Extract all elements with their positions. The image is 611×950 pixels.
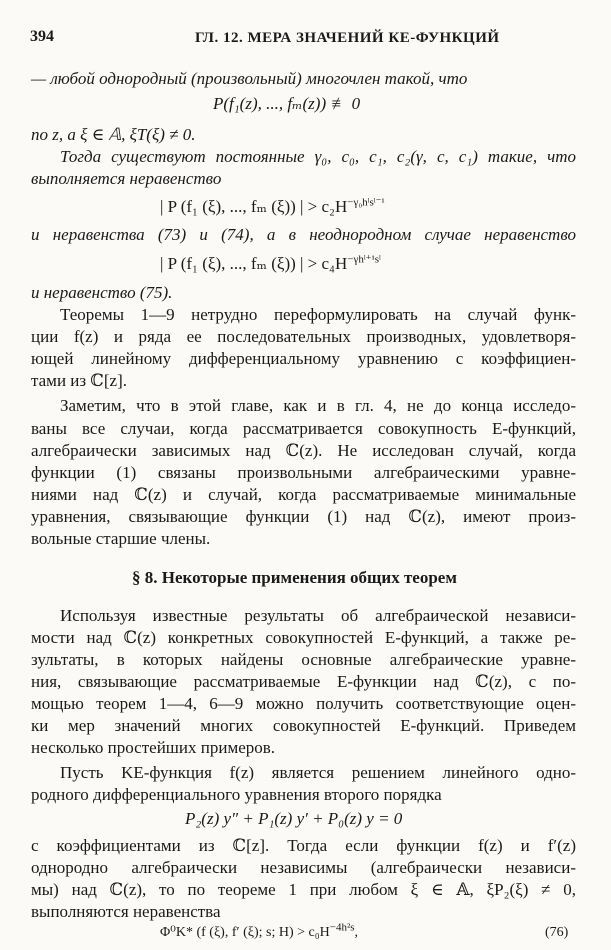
paragraph-line: с коэффициентами из ℂ[z]. Тогда если функции f(z) и f′(z): [31, 836, 576, 855]
text-line: и неравенства (73) и (74), а в неоднородном случае неравенство: [31, 225, 576, 244]
paragraph-line: вольные старшие члены.: [31, 529, 211, 548]
paragraph-line: ваны все случаи, когда рассматривается совокупность E-функций,: [31, 419, 576, 438]
exponent: −γ₀hˡsˡ⁻¹: [347, 196, 385, 209]
paragraph-line: алгебраически зависимых над ℂ(z). Не исследован случай, когда: [31, 441, 576, 460]
inequality-lhs: Φ⁰K* (f (ξ), f′ (ξ); s; H) > c₀H: [160, 925, 330, 940]
inequality-lhs: | P (f₁ (ξ), ..., fₘ (ξ)) | > c₄H: [160, 254, 348, 273]
paragraph-line: ки мер значений многих совокупностей E-функций. Приведем: [31, 716, 576, 735]
paragraph-line: ниями над ℂ(z) и случай, когда рассматриваемые минимальные: [31, 485, 576, 504]
inequality: [160, 196, 385, 219]
text-line: — любой однородный (произвольный) многочлен такой, что: [31, 69, 468, 88]
text-line: выполняется неравенство: [31, 169, 222, 188]
text-line: Тогда существуют постоянные γ₀, c₀, c₁, c₂(γ, c, c₁) такие, что: [60, 147, 576, 166]
paragraph-line: однородно алгебраически независимы (алгебраически независи-: [31, 858, 576, 877]
exponent: −γhˡ⁺¹sˡ: [347, 253, 381, 266]
paragraph-line: выполняются неравенства: [31, 902, 221, 921]
text-line: и неравенство (75).: [31, 283, 173, 302]
paragraph-line: родного дифференциального уравнения второго порядка: [31, 785, 442, 804]
paragraph-line: тами из ℂ[z].: [31, 371, 127, 390]
inequality-lhs: [160, 944, 171, 945]
paragraph-line: мы) над ℂ(z), то по теореме 1 при любом ξ ∈ 𝔸, ξP₂(ξ) ≠ 0,: [31, 880, 576, 899]
exponent: −4h²s: [329, 921, 355, 934]
paragraph-line: мощью теорем 1—4, 6—9 можно получить соответствующие оцен-: [31, 694, 576, 713]
section-title: § 8. Некоторые применения общих теорем: [132, 568, 457, 587]
inequality: [160, 253, 381, 276]
exponent: [171, 934, 205, 946]
paragraph-line: ции f(z) и ряда ее последовательных производных, удовлетворя-: [31, 327, 576, 346]
paragraph-line: мости над ℂ(z) конкретных совокупностей E-функций, а также ре-: [31, 628, 576, 647]
page-number: 394: [30, 28, 54, 45]
paragraph-line: Теоремы 1—9 нетрудно переформулировать на случай функ-: [60, 305, 576, 324]
paragraph-line: Заметим, что в этой главе, как и в гл. 4, не до конца исследо-: [60, 396, 576, 415]
paragraph-line: зультаты, в которых найдены основные алгебраические уравне-: [31, 650, 576, 669]
equation: P(f₁(z), ..., fₘ(z)) ≢ 0: [213, 94, 361, 113]
text-line: по z, а ξ ∈ 𝔸, ξT(ξ) ≠ 0.: [31, 125, 196, 144]
paragraph-line: ющей линейному дифференциальному уравнению с коэффициен-: [31, 349, 576, 368]
running-title: ГЛ. 12. МЕРА ЗНАЧЕНИЙ КЕ-ФУНКЦИЙ: [195, 30, 500, 46]
paragraph-line: уравнения, связывающие функции (1) над ℂ(z), имеют произ-: [31, 507, 576, 526]
equation-number: (76): [545, 925, 569, 940]
differential-equation: P₂(z) y″ + P₁(z) y′ + P₀(z) y = 0: [185, 809, 403, 828]
punctuation: ,: [354, 925, 359, 940]
paragraph-line: несколько простейших примеров.: [31, 738, 276, 757]
paragraph-line: Пусть KE-функция f(z) является решением линейного одно-: [60, 763, 576, 782]
paragraph-line: функции (1) связаны произвольными алгебраическими уравне-: [31, 463, 576, 482]
paragraph-line: ния, связывающие рассматриваемые E-функции над ℂ(z), с по-: [31, 672, 576, 691]
paragraph-line: Используя известные результаты об алгебраической независи-: [60, 606, 576, 625]
inequality-lhs: | P (f₁ (ξ), ..., fₘ (ξ)) | > c₂H: [160, 197, 348, 216]
